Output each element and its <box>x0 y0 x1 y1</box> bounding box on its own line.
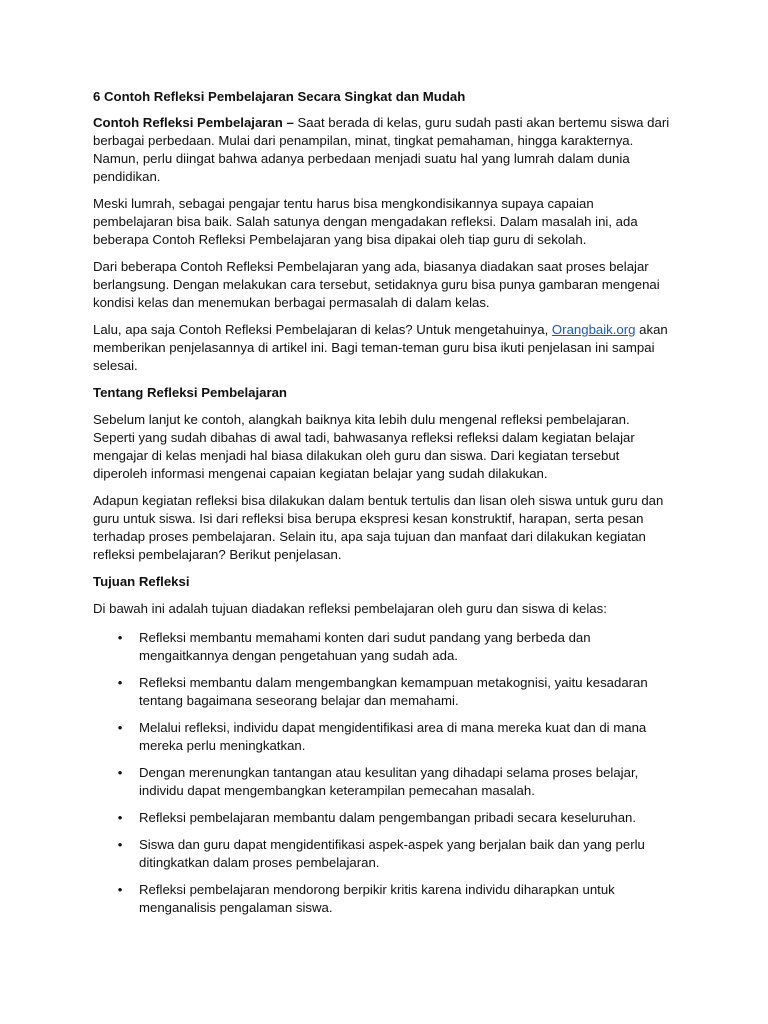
list-item <box>93 719 674 755</box>
intro-lead: Contoh Refleksi Pembelajaran – <box>93 115 294 130</box>
list-item <box>93 836 674 872</box>
bullet-icon: • <box>117 765 123 780</box>
tujuan-bullet-list <box>93 629 674 917</box>
list-item <box>93 809 674 827</box>
paragraph-4-before: Lalu, apa saja Contoh Refleksi Pembelajaran di kelas? Untuk mengetahuinya, <box>93 322 552 337</box>
list-item-text: Melalui refleksi, individu dapat mengidentifikasi area di mana mereka kuat dan di mana mereka perlu meningkatkan. <box>139 720 647 753</box>
list-item-text: Refleksi membantu dalam mengembangkan kemampuan metakognisi, yaitu kesadaran tentang bagaimana seseorang belajar dan memahami. <box>139 675 648 708</box>
bullet-icon: • <box>117 630 123 645</box>
list-item-text: Refleksi membantu memahami konten dari sudut pandang yang berbeda dan mengaitkannya dengan pengetahuan yang sudah ada. <box>139 630 591 663</box>
list-item-text: Siswa dan guru dapat mengidentifikasi aspek-aspek yang berjalan baik dan yang perlu ditingkatkan dalam proses pembelajaran. <box>139 837 645 870</box>
bullet-icon: • <box>117 882 123 897</box>
list-item-text: Refleksi pembelajaran membantu dalam pengembangan pribadi secara keseluruhan. <box>139 810 637 825</box>
list-item-text: Refleksi pembelajaran mendorong berpikir kritis karena individu diharapkan untuk menganalisis pengalaman siswa. <box>139 882 615 915</box>
section-heading-tujuan: Tujuan Refleksi <box>93 574 190 589</box>
intro-text: Saat berada di kelas, guru sudah pasti akan bertemu siswa dari berbagai perbedaan. Mulai dari penampilan, minat, tingkat pemahaman, hingga karakternya. Namun, perlu diingat bahwa adanya perbedaan menjadi suatu hal yang lumrah dalam dunia pendidikan. <box>93 115 670 184</box>
bullet-icon: • <box>117 837 123 852</box>
bullet-icon: • <box>117 720 123 735</box>
list-item <box>93 674 674 710</box>
section2-intro: Di bawah ini adalah tujuan diadakan refleksi pembelajaran oleh guru dan siswa di kelas: <box>93 601 607 616</box>
intro-paragraph <box>93 114 674 186</box>
list-item-text: Dengan merenungkan tantangan atau kesulitan yang dihadapi selama proses belajar, individu dapat mengembangkan keterampilan pemecahan masalah. <box>139 765 639 798</box>
section1-paragraph-1: Sebelum lanjut ke contoh, alangkah baiknya kita lebih dulu mengenal refleksi pembelajaran. Seperti yang sudah dibahas di awal tadi, bahwasanya refleksi refleksi dalam kegiatan belajar mengajar di kelas menjadi hal biasa dilakukan oleh guru dan siswa. Dari kegiatan tersebut diperoleh informasi mengenai capaian kegiatan belajar yang sudah dilakukan. <box>93 412 635 481</box>
paragraph-4 <box>93 321 674 375</box>
section-heading-tentang: Tentang Refleksi Pembelajaran <box>93 385 287 400</box>
list-item <box>93 881 674 917</box>
paragraph-2: Meski lumrah, sebagai pengajar tentu harus bisa mengkondisikannya supaya capaian pembelajaran bisa baik. Salah satunya dengan mengadakan refleksi. Dalam masalah ini, ada beberapa Contoh Refleksi Pembelajaran yang bisa dipakai oleh tiap guru di sekolah. <box>93 196 638 247</box>
paragraph-3: Dari beberapa Contoh Refleksi Pembelajaran yang ada, biasanya diadakan saat proses belajar berlangsung. Dengan melakukan cara tersebut, setidaknya guru bisa punya gambaran mengenai kondisi kelas dan menemukan berbagai permasalah di dalam kelas. <box>93 259 660 310</box>
section1-paragraph-2: Adapun kegiatan refleksi bisa dilakukan dalam bentuk tertulis dan lisan oleh siswa untuk guru dan guru untuk siswa. Isi dari refleksi bisa berupa ekspresi kesan konstruktif, harapan, serta pesan terhadap proses pembelajaran. Selain itu, apa saja tujuan dan manfaat dari dilakukan kegiatan refleksi pembelajaran? Berikut penjelasan. <box>93 493 664 562</box>
list-item <box>93 764 674 800</box>
orangbaik-link[interactable]: Orangbaik.org <box>551 322 636 337</box>
bullet-icon: • <box>117 810 123 825</box>
list-item <box>93 629 674 665</box>
document-title: 6 Contoh Refleksi Pembelajaran Secara Singkat dan Mudah <box>93 89 466 104</box>
paragraph-4-after: akan memberikan penjelasannya di artikel ini. Bagi teman-teman guru bisa ikuti penjelasan ini sampai selesai. <box>93 322 668 373</box>
bullet-icon: • <box>117 675 123 690</box>
